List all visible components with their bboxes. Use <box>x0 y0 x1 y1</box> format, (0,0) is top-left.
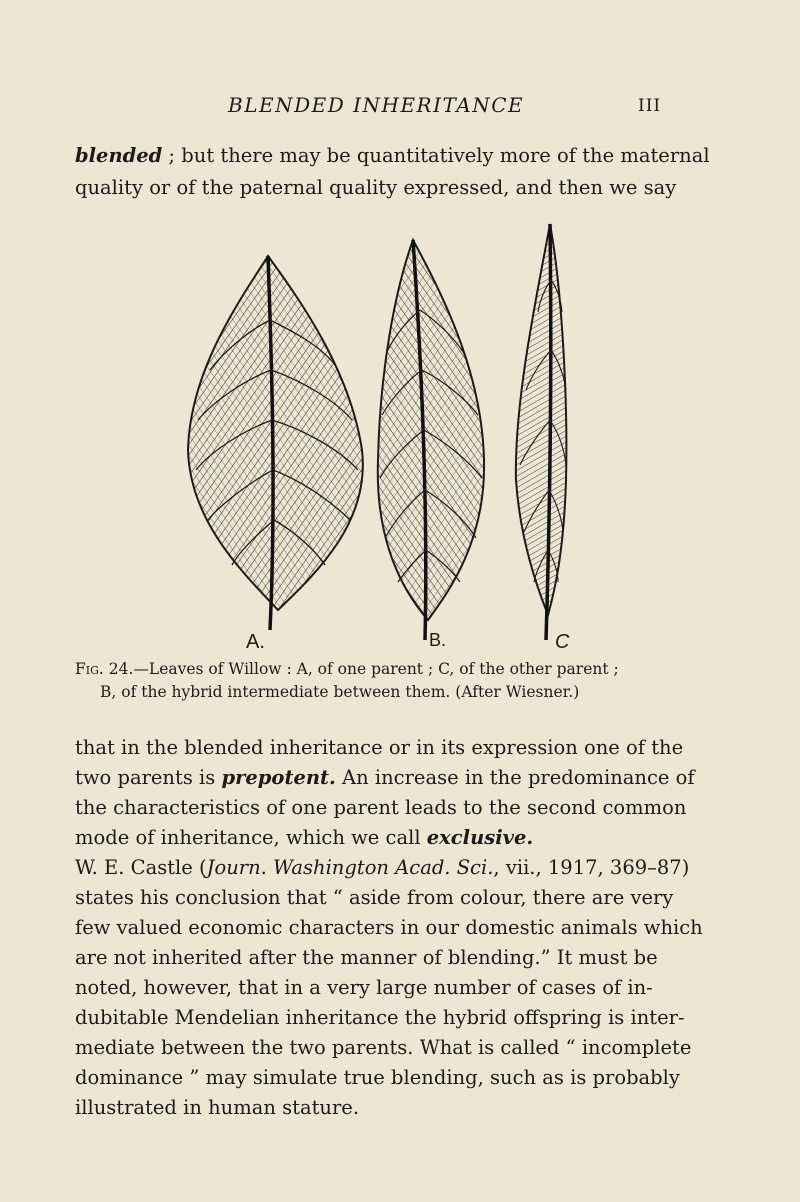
text-line: that in the blended inheritance or in its expression one of the <box>75 736 684 759</box>
text-line: dubitable Mendelian inheritance the hybrid offspring is inter- <box>75 1006 685 1029</box>
text-line: noted, however, that in a very large number of cases of in- <box>75 976 653 999</box>
text-span: An increase in the predominance of <box>335 766 695 789</box>
text-line: are not inherited after the manner of blending.” It must be <box>75 946 658 969</box>
figure-label-b: B. <box>429 630 447 650</box>
leaf-c <box>516 224 566 640</box>
text-line: illustrated in human stature. <box>75 1096 360 1119</box>
caption-fig-label: Fig. <box>75 660 104 678</box>
italic-term: blended <box>75 144 163 167</box>
text-line: states his conclusion that “ aside from colour, there are very <box>75 886 674 909</box>
willow-leaves-figure <box>170 220 630 660</box>
text-span: two parents is <box>75 766 222 789</box>
leaf-b <box>378 240 484 640</box>
text-span: mode of inheritance, which we call <box>75 826 427 849</box>
caption-line: B, of the hybrid intermediate between them. (After Wiesner.) <box>100 683 580 701</box>
citation-title: Journ. Washington Acad. Sci. <box>206 856 494 879</box>
text-line <box>75 763 725 793</box>
text-span: W. E. Castle ( <box>75 856 207 879</box>
text-line <box>75 853 725 883</box>
text-line: few valued economic characters in our domestic animals which <box>75 916 703 939</box>
leaf-illustration <box>170 220 630 660</box>
text-span: ; but there may be quantitatively more of the maternal <box>162 144 710 167</box>
text-line: quality or of the paternal quality expressed, and then we say <box>75 176 677 199</box>
text-line <box>75 140 725 172</box>
text-line: mediate between the two parents. What is called “ incomplete <box>75 1036 692 1059</box>
figure-label-a: A. <box>246 631 265 653</box>
italic-term: prepotent. <box>221 766 336 789</box>
caption-line <box>75 658 725 681</box>
text-line: the characteristics of one parent leads to the second common <box>75 796 687 819</box>
body-paragraph <box>75 733 725 1123</box>
italic-term: exclusive. <box>426 826 534 849</box>
text-line <box>75 823 725 853</box>
top-paragraph <box>75 140 725 204</box>
text-line: dominance ” may simulate true blending, such as is probably <box>75 1066 680 1089</box>
running-header-title: BLENDED INHERITANCE <box>228 93 525 117</box>
caption-text: 24.—Leaves of Willow : A, of one parent ; C, of the other parent ; <box>103 660 619 678</box>
text-span: , vii., 1917, 369–87) <box>493 856 690 879</box>
figure-caption <box>75 658 725 704</box>
leaf-a <box>188 256 363 630</box>
figure-label-c: C <box>555 631 570 653</box>
page-number: III <box>638 96 662 116</box>
